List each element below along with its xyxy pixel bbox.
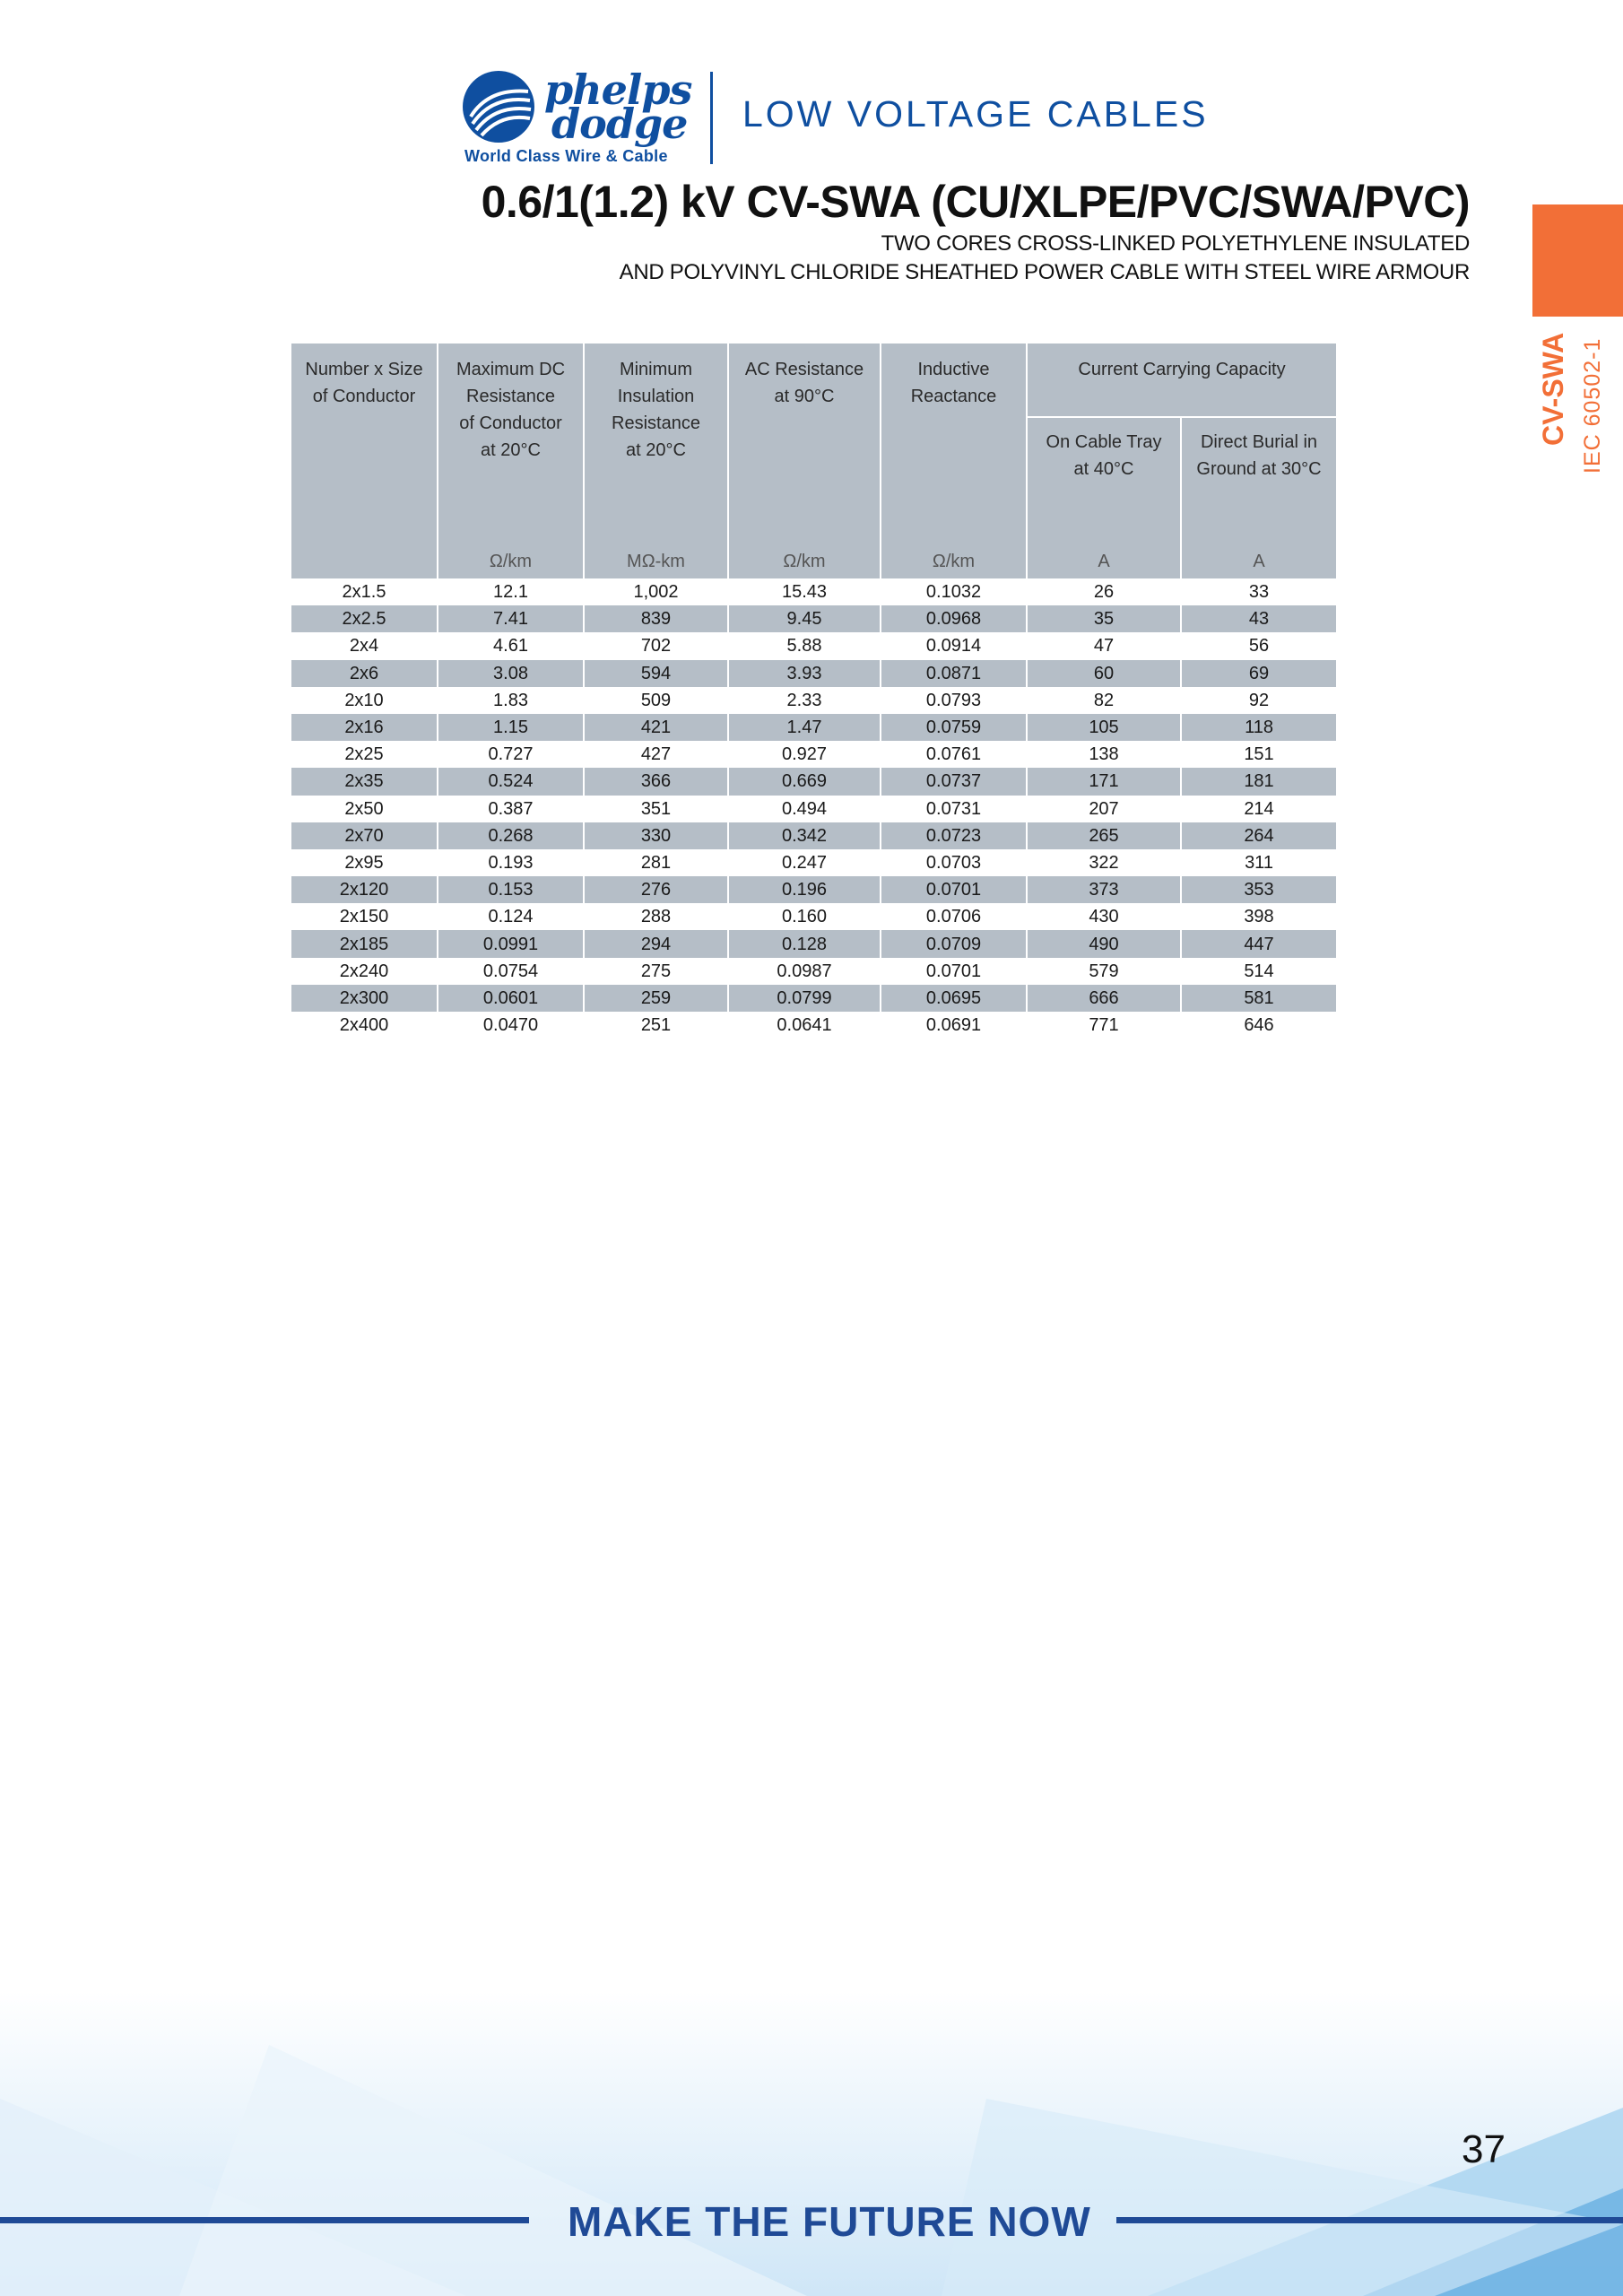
table-cell: 171 bbox=[1027, 768, 1181, 795]
table-cell: 2x185 bbox=[291, 930, 438, 957]
table-cell: 2x300 bbox=[291, 985, 438, 1012]
unit-burial: A bbox=[1253, 552, 1265, 571]
table-cell: 0.268 bbox=[438, 822, 584, 849]
table-cell: 15.43 bbox=[728, 578, 881, 605]
table-cell: 0.0701 bbox=[881, 876, 1027, 903]
product-description-line2: AND POLYVINYL CHLORIDE SHEATHED POWER CABLE WITH STEEL WIRE ARMOUR bbox=[619, 260, 1470, 284]
table-cell: 0.0723 bbox=[881, 822, 1027, 849]
table-cell: 281 bbox=[584, 849, 728, 876]
table-cell: 294 bbox=[584, 930, 728, 957]
table-cell: 0.927 bbox=[728, 741, 881, 768]
table-cell: 0.153 bbox=[438, 876, 584, 903]
table-cell: 2x70 bbox=[291, 822, 438, 849]
table-row bbox=[291, 822, 1336, 849]
table-cell: 9.45 bbox=[728, 605, 881, 632]
header-current-capacity: Current Carrying Capacity bbox=[1027, 344, 1336, 417]
table-cell: 33 bbox=[1248, 582, 1270, 603]
table-cell: 288 bbox=[584, 903, 728, 930]
table-cell: 0.0470 bbox=[438, 1012, 584, 1039]
footer-rule-left bbox=[0, 2217, 529, 2223]
table-cell: 7.41 bbox=[438, 605, 584, 632]
table-cell: 0.0641 bbox=[728, 1012, 881, 1039]
table-cell: 0.160 bbox=[728, 903, 881, 930]
table-cell: 2x150 bbox=[291, 903, 438, 930]
table-cell: 2x4 bbox=[291, 632, 438, 659]
table-cell: 2x240 bbox=[291, 958, 438, 985]
table-cell: 1.83 bbox=[438, 687, 584, 714]
table-cell: 207 bbox=[1027, 796, 1181, 822]
table-row bbox=[291, 796, 1336, 822]
table-cell: 0.0987 bbox=[728, 958, 881, 985]
table-cell: 0.727 bbox=[438, 741, 584, 768]
table-cell: 56 bbox=[1248, 636, 1270, 657]
table-row bbox=[291, 741, 1336, 768]
table-cell: 0.0759 bbox=[881, 714, 1027, 741]
table-cell: 3.08 bbox=[438, 660, 584, 687]
table-cell: 353 bbox=[1181, 876, 1336, 903]
table-row bbox=[291, 849, 1336, 876]
footer-slogan: MAKE THE FUTURE NOW bbox=[568, 2198, 1091, 2245]
table-cell: 430 bbox=[1027, 903, 1181, 930]
side-tab-marker bbox=[1532, 204, 1623, 317]
table-cell: 0.196 bbox=[728, 876, 881, 903]
table-cell: 0.0601 bbox=[438, 985, 584, 1012]
table-cell: 771 bbox=[1027, 1012, 1181, 1039]
table-cell: 427 bbox=[584, 741, 728, 768]
table-cell: 259 bbox=[584, 985, 728, 1012]
table-cell: 0.524 bbox=[438, 768, 584, 795]
table-cell: 1,002 bbox=[584, 578, 728, 605]
table-cell: 330 bbox=[584, 822, 728, 849]
table-cell: 2.33 bbox=[728, 687, 881, 714]
unit-insulation: MΩ-km bbox=[627, 552, 685, 571]
table-cell: 579 bbox=[1027, 958, 1181, 985]
table-cell: 0.124 bbox=[438, 903, 584, 930]
table-cell: 264 bbox=[1181, 822, 1336, 849]
table-cell: 514 bbox=[1244, 961, 1274, 981]
table-cell: 2x25 bbox=[291, 741, 438, 768]
table-cell: 2x35 bbox=[291, 768, 438, 795]
table-cell: 2x6 bbox=[291, 660, 438, 687]
table-row bbox=[291, 714, 1336, 741]
table-row bbox=[291, 903, 1336, 930]
header-size: Number x Size of Conductor bbox=[291, 344, 438, 578]
table-cell: 47 bbox=[1027, 632, 1181, 659]
table-cell: 0.0754 bbox=[438, 958, 584, 985]
table-cell: 666 bbox=[1027, 985, 1181, 1012]
footer-background bbox=[0, 1991, 1623, 2296]
table-cell: 2x95 bbox=[291, 849, 438, 876]
header-cable-tray: On Cable Tray at 40°C A bbox=[1027, 417, 1181, 578]
table-cell: 0.0737 bbox=[881, 768, 1027, 795]
table-cell: 26 bbox=[1027, 578, 1181, 605]
unit-tray: A bbox=[1098, 552, 1110, 571]
table-row bbox=[291, 876, 1336, 903]
table-cell: 0.1032 bbox=[881, 578, 1027, 605]
table-cell: 69 bbox=[1181, 660, 1336, 687]
table-cell: 490 bbox=[1027, 930, 1181, 957]
table-cell: 118 bbox=[1181, 714, 1336, 741]
table-cell: 421 bbox=[584, 714, 728, 741]
table-cell: 2x2.5 bbox=[291, 605, 438, 632]
table-cell: 2x1.5 bbox=[291, 578, 438, 605]
table-cell: 0.193 bbox=[438, 849, 584, 876]
table-cell: 0.0968 bbox=[881, 605, 1027, 632]
table-cell: 646 bbox=[1244, 1015, 1274, 1036]
table-cell: 0.0703 bbox=[881, 849, 1027, 876]
table-row bbox=[291, 985, 1336, 1012]
table-row bbox=[291, 605, 1336, 632]
header-divider bbox=[710, 72, 713, 164]
page-number: 37 bbox=[1462, 2127, 1506, 2171]
table-cell: 839 bbox=[584, 605, 728, 632]
table-cell: 151 bbox=[1244, 744, 1274, 765]
table-cell: 0.0799 bbox=[728, 985, 881, 1012]
table-row bbox=[291, 687, 1336, 714]
table-cell: 322 bbox=[1027, 849, 1181, 876]
table-cell: 181 bbox=[1181, 768, 1336, 795]
header-reactance: Inductive Reactance Ω/km bbox=[881, 344, 1027, 578]
side-tab-code: CV-SWA bbox=[1537, 332, 1569, 446]
table-cell: 0.0731 bbox=[881, 796, 1027, 822]
table-cell: 366 bbox=[584, 768, 728, 795]
table-cell: 138 bbox=[1027, 741, 1181, 768]
table-cell: 0.0871 bbox=[881, 660, 1027, 687]
table-cell: 4.61 bbox=[438, 632, 584, 659]
table-row bbox=[291, 1012, 1336, 1039]
table-cell: 0.0695 bbox=[881, 985, 1027, 1012]
table-cell: 276 bbox=[584, 876, 728, 903]
table-cell: 35 bbox=[1027, 605, 1181, 632]
table-cell: 0.0914 bbox=[881, 632, 1027, 659]
side-tab-standard: IEC 60502-1 bbox=[1580, 337, 1605, 474]
table-cell: 0.0706 bbox=[881, 903, 1027, 930]
table-cell: 0.669 bbox=[728, 768, 881, 795]
table-cell: 0.128 bbox=[728, 930, 881, 957]
table-cell: 0.494 bbox=[728, 796, 881, 822]
table-cell: 1.47 bbox=[728, 714, 881, 741]
table-row bbox=[291, 632, 1336, 659]
header-insulation: Minimum Insulation Resistance at 20°C MΩ-km bbox=[584, 344, 728, 578]
table-cell: 0.387 bbox=[438, 796, 584, 822]
table-cell: 0.0701 bbox=[881, 958, 1027, 985]
table-row bbox=[291, 578, 1336, 605]
table-cell: 105 bbox=[1027, 714, 1181, 741]
table-cell: 0.0691 bbox=[881, 1012, 1027, 1039]
table-cell: 60 bbox=[1027, 660, 1181, 687]
table-cell: 214 bbox=[1244, 798, 1274, 819]
table-cell: 92 bbox=[1248, 690, 1270, 710]
table-cell: 351 bbox=[584, 796, 728, 822]
table-cell: 0.342 bbox=[728, 822, 881, 849]
table-cell: 2x50 bbox=[291, 796, 438, 822]
table-cell: 509 bbox=[584, 687, 728, 714]
header-dc-resistance: Maximum DC Resistance of Conductor at 20°C Ω/km bbox=[438, 344, 584, 578]
footer-rule-right bbox=[1116, 2217, 1623, 2223]
table-cell: 2x10 bbox=[291, 687, 438, 714]
category-title: LOW VOLTAGE CABLES bbox=[742, 93, 1209, 135]
table-cell: 2x16 bbox=[291, 714, 438, 741]
table-cell: 3.93 bbox=[728, 660, 881, 687]
table-cell: 702 bbox=[584, 632, 728, 659]
table-cell: 275 bbox=[584, 958, 728, 985]
brand-name-line1: phelps bbox=[544, 65, 692, 114]
brand-logo bbox=[462, 65, 692, 169]
table-cell: 0.0709 bbox=[881, 930, 1027, 957]
table-row bbox=[291, 930, 1336, 957]
table-cell: 594 bbox=[584, 660, 728, 687]
table-cell: 581 bbox=[1181, 985, 1336, 1012]
unit-dc-resistance: Ω/km bbox=[489, 552, 533, 571]
table-cell: 82 bbox=[1027, 687, 1181, 714]
table-cell: 0.0761 bbox=[881, 741, 1027, 768]
table-row bbox=[291, 768, 1336, 795]
table-cell: 0.247 bbox=[728, 849, 881, 876]
table-cell: 373 bbox=[1027, 876, 1181, 903]
table-cell: 311 bbox=[1245, 852, 1273, 873]
table-cell: 43 bbox=[1181, 605, 1336, 632]
header-direct-burial: Direct Burial in Ground at 30°C A bbox=[1181, 417, 1336, 578]
brand-name-line2: dodge bbox=[551, 100, 688, 148]
brand-tagline: World Class Wire & Cable bbox=[464, 147, 668, 165]
product-title: 0.6/1(1.2) kV CV-SWA (CU/XLPE/PVC/SWA/PVC) bbox=[481, 177, 1470, 227]
product-description-line1: TWO CORES CROSS-LINKED POLYETHYLENE INSULATED bbox=[881, 231, 1470, 256]
unit-ac-resistance: Ω/km bbox=[783, 552, 826, 571]
table-cell: 2x120 bbox=[291, 876, 438, 903]
table-cell: 447 bbox=[1181, 930, 1336, 957]
table-cell: 12.1 bbox=[438, 578, 584, 605]
table-cell: 251 bbox=[584, 1012, 728, 1039]
unit-reactance: Ω/km bbox=[932, 552, 976, 571]
table-cell: 5.88 bbox=[728, 632, 881, 659]
table-cell: 265 bbox=[1027, 822, 1181, 849]
spec-table bbox=[291, 344, 1336, 1039]
table-row bbox=[291, 660, 1336, 687]
table-cell: 0.0991 bbox=[438, 930, 584, 957]
table-cell: 2x400 bbox=[291, 1012, 438, 1039]
table-cell: 1.15 bbox=[438, 714, 584, 741]
header-ac-resistance: AC Resistance at 90°C Ω/km bbox=[728, 344, 881, 578]
phelps-dodge-swirl-icon bbox=[462, 70, 535, 144]
spec-table-body bbox=[291, 578, 1336, 1039]
table-row bbox=[291, 958, 1336, 985]
table-cell: 398 bbox=[1244, 907, 1274, 927]
table-cell: 0.0793 bbox=[881, 687, 1027, 714]
